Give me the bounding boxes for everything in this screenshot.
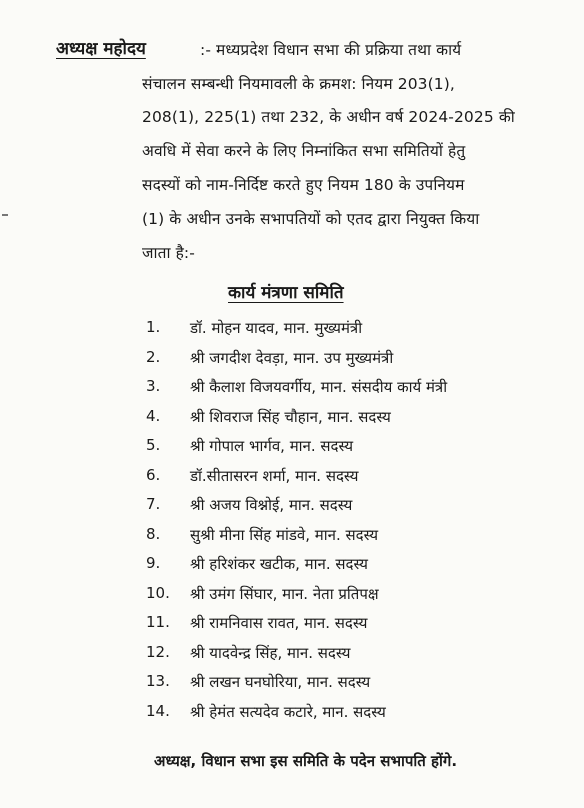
list-item (0, 348, 584, 378)
list-item (0, 525, 584, 555)
list-item (0, 407, 584, 437)
member-name: श्री हेमंत सत्यदेव कटारे, मान. सदस्य (190, 702, 386, 721)
list-item (0, 436, 584, 466)
list-item (0, 495, 584, 525)
footer-note: अध्यक्ष, विधान सभा इस समिति के पदेन सभापति होंगे. (154, 752, 458, 770)
member-name: श्री कैलाश विजयवर्गीय, मान. संसदीय कार्य मंत्री (190, 378, 448, 396)
member-number: 1. (146, 318, 161, 336)
list-item (0, 643, 584, 673)
member-name: श्री शिवराज सिंह चौहान, मान. सदस्य (190, 407, 391, 426)
member-number: 12. (146, 642, 170, 661)
member-number: 10. (146, 583, 170, 602)
intro-line-6: (1) के अधीन उनके सभापतियों को एतद द्वारा नियुक्त किया (142, 210, 480, 228)
intro-line-5: सदस्यों को नाम-निर्दिष्ट करते हुए नियम 180 के उपनियम (142, 176, 465, 194)
member-name: श्री उमंग सिंघार, मान. नेता प्रतिपक्ष (190, 584, 379, 603)
member-name: डॉ. मोहन यादव, मान. मुख्यमंत्री (190, 319, 363, 337)
intro-line-7: जाता है:- (142, 244, 195, 262)
list-item (0, 584, 584, 614)
list-item (0, 702, 584, 732)
intro-line-1: :- मध्यप्रदेश विधान सभा की प्रक्रिया तथा कार्य (200, 41, 462, 59)
member-name: श्री रामनिवास रावत, मान. सदस्य (190, 614, 368, 632)
member-name: श्री हरिशंकर खटीक, मान. सदस्य (190, 555, 369, 573)
member-name: डॉ.सीतासरन शर्मा, मान. सदस्य (190, 466, 359, 485)
member-name: सुश्री मीना सिंह मांडवे, मान. सदस्य (190, 525, 379, 544)
member-name: श्री गोपाल भार्गव, मान. सदस्य (190, 437, 354, 455)
member-number: 7. (146, 495, 161, 513)
member-number: 6. (146, 465, 161, 484)
member-number: 4. (146, 406, 161, 425)
list-item (0, 466, 584, 496)
list-item (0, 672, 584, 702)
intro-line-4: अवधि में सेवा करने के लिए निम्नांकित सभा समितियों हेतु (142, 142, 466, 160)
list-item (0, 613, 584, 643)
member-number: 5. (146, 436, 161, 454)
list-item (0, 318, 584, 348)
member-name: श्री यादवेन्द्र सिंह, मान. सदस्य (190, 643, 351, 662)
member-name: श्री जगदीश देवड़ा, मान. उप मुख्यमंत्री (190, 348, 394, 367)
member-name: श्री अजय विश्नोई, मान. सदस्य (190, 496, 353, 514)
member-number: 9. (146, 554, 161, 572)
list-item (0, 554, 584, 584)
member-number: 14. (146, 701, 170, 720)
member-number: 8. (146, 524, 161, 543)
member-number: 13. (146, 672, 170, 690)
list-item (0, 377, 584, 407)
member-number: 11. (146, 613, 170, 631)
intro-line-2: संचालन सम्बन्धी नियमावली के क्रमश: नियम 203(1), (142, 75, 455, 93)
margin-mark (2, 214, 8, 216)
member-number: 2. (146, 347, 161, 366)
member-number: 3. (146, 377, 161, 395)
member-name: श्री लखन घनघोरिया, मान. सदस्य (190, 673, 371, 691)
committee-title: कार्य मंत्रणा समिति (228, 283, 344, 303)
speaker-heading: अध्यक्ष महोदय (56, 39, 146, 59)
intro-line-3: 208(1), 225(1) तथा 232, के अधीन वर्ष 2024-2025 की (142, 108, 515, 126)
